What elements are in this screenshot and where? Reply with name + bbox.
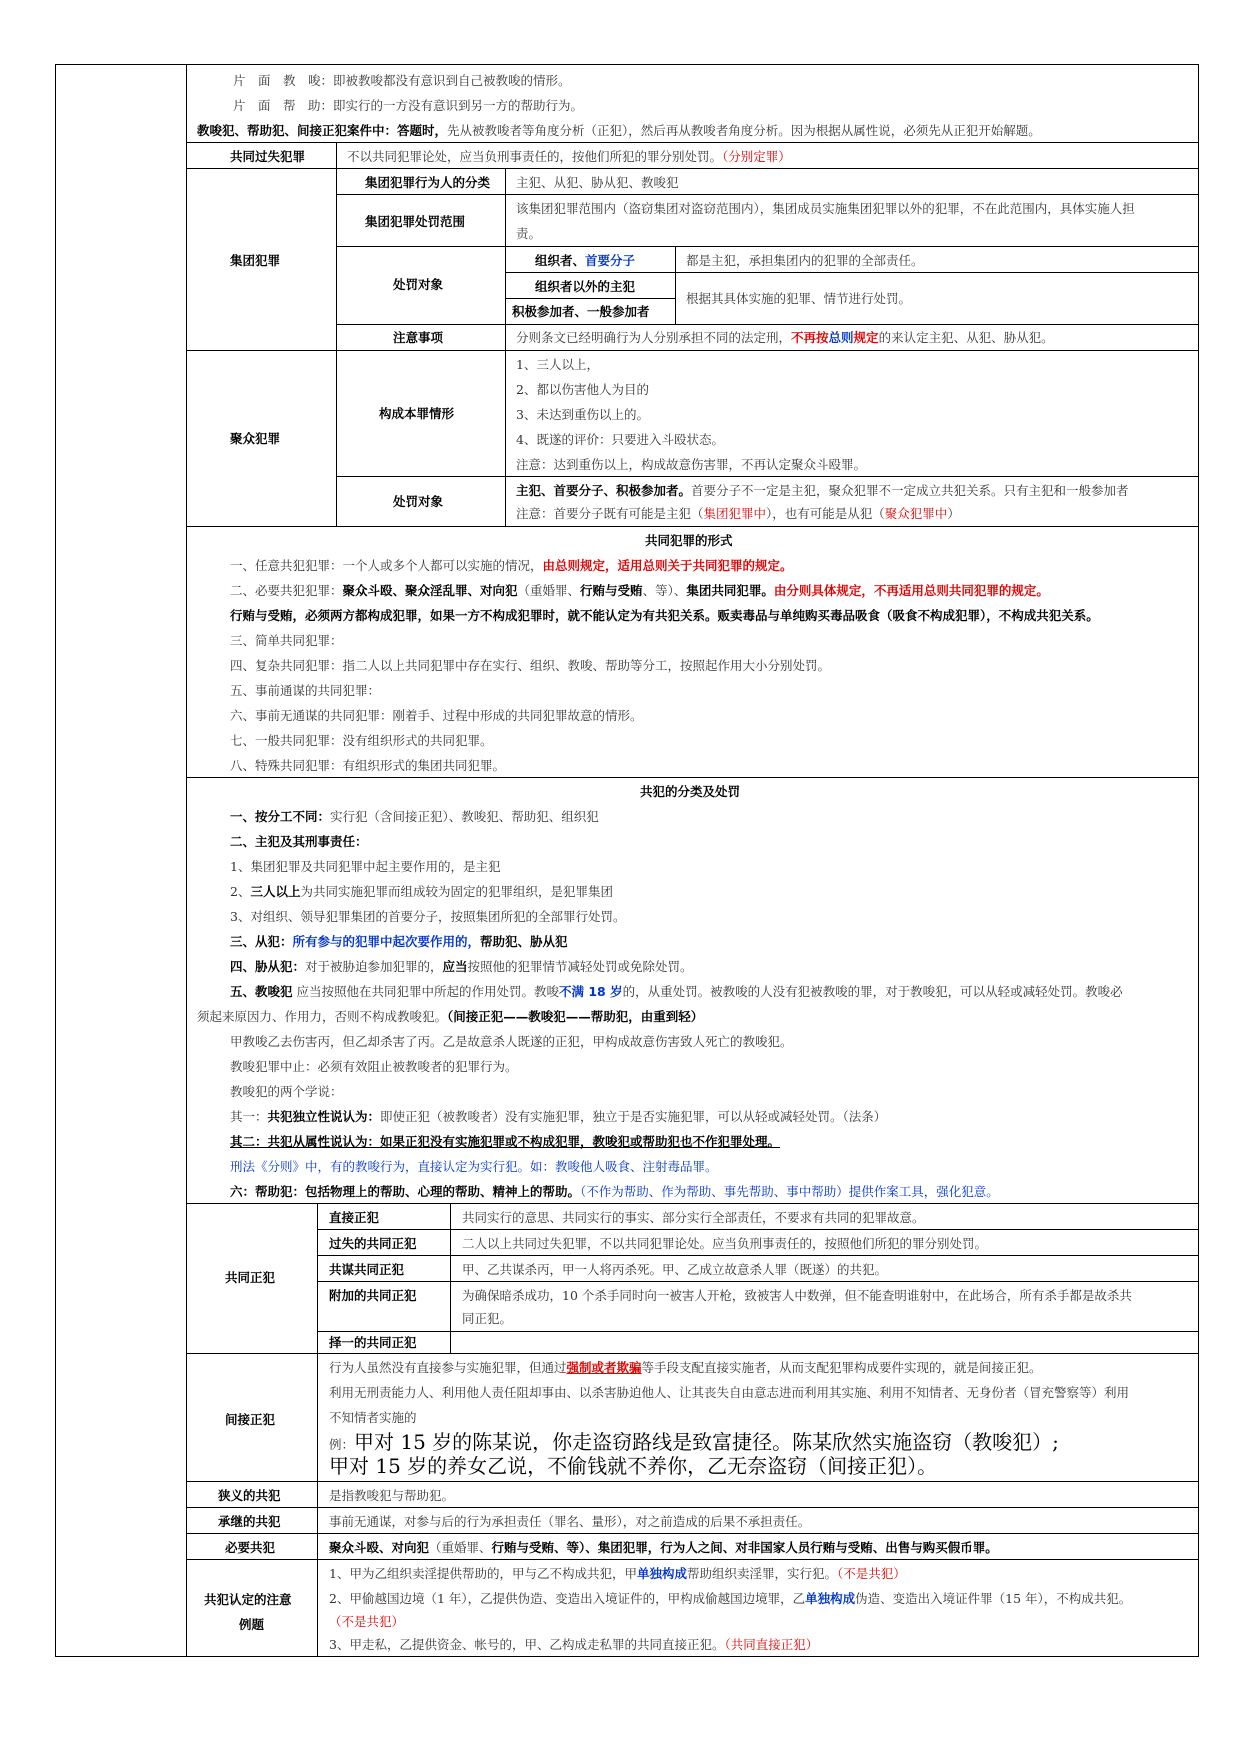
joint-k3: 附加的共同正犯 <box>329 1288 417 1303</box>
frame-left <box>55 64 56 1656</box>
top-line-3-rest: 先从被教唆者等角度分析（正犯），然后再从教唆者角度分析。因为根据从属性说，必须先从正犯开始解题。 <box>447 123 1041 138</box>
rule <box>186 1481 1198 1482</box>
classes-c1b: 实行犯（含间接正犯）、教唆犯、帮助犯、组织犯 <box>330 809 599 824</box>
classes-c8d: 的，从重处罚。被教唆的人没有犯被教唆的罪，对于教唆犯，可以从轻或减轻处罚。教唆必 <box>622 984 1123 999</box>
rule <box>336 142 337 168</box>
classes-c1a: 一、按分工不同： <box>230 809 331 824</box>
group-r3-tb: 根据其具体实施的犯罪、情节进行处罚。 <box>686 291 912 306</box>
forms-f7: 六、事前无通谋的共同犯罪：刚着手、过程中形成的共同犯罪故意的情形。 <box>230 708 643 723</box>
crowd-r1-label: 构成本罪情形 <box>379 406 455 421</box>
indirect-l5: 甲对 15 岁的养女乙说，不偷钱就不养你，乙无奈盗窃（间接正犯）。 <box>329 1454 938 1478</box>
rule <box>505 168 506 350</box>
rule <box>186 142 1198 143</box>
group-r3-c: 积极参加者、一般参加者 <box>512 304 650 319</box>
joint-v0: 共同实行的意思、共同实行的事实、部分实行全部责任，不要求有共同的犯罪故意。 <box>462 1210 925 1225</box>
notes-n3b: （共同直接正犯） <box>724 1637 819 1652</box>
rule <box>186 1203 1198 1204</box>
indirect-l3: 不知情者实施的 <box>329 1410 417 1425</box>
classes-c8c: 不满 18 岁 <box>559 984 623 999</box>
group-r3-a-1: 组织者、 <box>535 253 586 268</box>
classes-c9a: 须起来原因力、作用力，否则不构成教唆犯。 <box>197 1009 448 1024</box>
frame-top <box>55 64 1199 65</box>
rule <box>186 777 1198 778</box>
succ-text: 事前无通谋，对参与后的行为承担责任（罪名、量形），对之前造成的后果不承担责任。 <box>329 1514 811 1529</box>
crowd-r2-l1b: 首要分子不一定是主犯，聚众犯罪不一定成立共犯关系。只有主犯和一般参加者 <box>691 483 1129 498</box>
classes-c4b: 三人以上 <box>250 884 301 899</box>
crowd-r2-l1a: 主犯、首要分子、积极参加者。 <box>516 483 692 498</box>
classes-c13b: 共犯独立性说认为： <box>267 1109 381 1124</box>
forms-f6: 五、事前通谋的共同犯罪： <box>230 683 381 698</box>
succ-label: 承继的共犯 <box>218 1514 281 1529</box>
classes-c16b: 包括物理上的帮助、心理的帮助、精神上的帮助。 <box>305 1184 581 1199</box>
crowd-label: 聚众犯罪 <box>230 431 281 446</box>
forms-f5: 四、复杂共同犯罪：指二人以上共同犯罪中存在实行、组织、教唆、帮助等分工，按照起作用大小分别处罚。 <box>230 658 831 673</box>
indirect-l1 <box>329 1360 1042 1375</box>
top-line-2: 片 面 帮 助：即实行的一方没有意识到另一方的帮助行为。 <box>233 98 584 113</box>
crowd-r2-l2d: 聚众犯罪中 <box>884 506 948 521</box>
rule <box>336 476 1198 477</box>
crowd-r2-l2 <box>516 506 960 521</box>
joint-v3: 为确保暗杀成功，10 个杀手同时向一被害人开枪，致被害人中数弹，但不能查明谁射中，在此场合，所有杀手都是故杀共 <box>462 1288 1132 1303</box>
group-r3-b: 组织者以外的主犯 <box>535 279 636 294</box>
forms-f2f: 集团共同犯罪。 <box>686 583 774 598</box>
group-r4-t4: 规定 <box>853 330 879 345</box>
group-r4-t5: 的来认定主犯、从犯、胁从犯。 <box>878 330 1054 345</box>
classes-c7 <box>230 959 693 974</box>
classes-c16a: 六：帮助犯： <box>230 1184 306 1199</box>
classes-c4a: 2、 <box>230 884 251 899</box>
classes-c8 <box>230 984 1123 999</box>
classes-c16c: （不作为帮助、作为帮助、事先帮助、事中帮助）提供作案工具，强化犯意。 <box>580 1184 999 1199</box>
classes-c6c: 帮助犯、胁从犯 <box>480 934 568 949</box>
rule <box>317 1353 318 1656</box>
group-r1-text: 主犯、从犯、胁从犯、教唆犯 <box>516 175 679 190</box>
classes-c14: 其二：共犯从属性说认为：如果正犯没有实施犯罪或不构成犯罪，教唆犯或帮助犯也不作犯罪处理。 <box>230 1134 781 1149</box>
rule <box>186 1559 1198 1560</box>
classes-c8a: 五、教唆犯 <box>230 984 293 999</box>
indirect-l4 <box>329 1430 1059 1454</box>
forms-f8: 七、一般共同犯罪：没有组织形式的共同犯罪。 <box>230 733 493 748</box>
forms-f1a: 一、任意共犯犯罪：一个人或多个人都可以实施的情况， <box>230 558 543 573</box>
classes-c9b: （间接正犯——教唆犯——帮助犯，由重到轻） <box>447 1009 704 1024</box>
negligence-tag: （分别定罪） <box>722 149 791 164</box>
group-r4-t1: 分则条文已经明确行为人分别承担不同的法定刑， <box>516 330 792 345</box>
forms-f2b: 聚众斗殴、聚众淫乱罪、对向犯 <box>342 583 518 598</box>
rule <box>336 194 1198 195</box>
group-r4-label: 注意事项 <box>393 330 444 345</box>
joint-k2: 共谋共同正犯 <box>329 1262 405 1277</box>
rule <box>336 350 337 526</box>
rule <box>186 350 1198 351</box>
group-r1-label: 集团犯罪行为人的分类 <box>365 175 491 190</box>
forms-f2g: 由分则具体规定，不再适用总则共同犯罪的规定。 <box>773 583 1049 598</box>
top-line-3-lead: 教唆犯、帮助犯、间接正犯案件中：答题时， <box>197 123 448 138</box>
negligence-text-body: 不以共同犯罪论处，应当负刑事责任的，按他们所犯的罪分别处罚。 <box>347 149 723 164</box>
joint-v1: 二人以上共同过失犯罪，不以共同犯罪论处。应当负刑事责任的，按照他们所犯的罪分别处罚。 <box>462 1236 988 1251</box>
frame-bottom <box>55 1656 1199 1657</box>
classes-c8b: 应当按照他在共同犯罪中所起的作用处罚。教唆 <box>292 984 559 999</box>
classes-c4 <box>230 884 613 899</box>
notes-n1b: 单独构成 <box>636 1566 687 1581</box>
notes-n3a: 3、甲走私，乙提供资金、帐号的，甲、乙构成走私罪的共同直接正犯。 <box>329 1637 725 1652</box>
rule <box>317 1281 1198 1282</box>
notes-n2b: 单独构成 <box>805 1591 856 1606</box>
crowd-r2-l1 <box>516 483 1129 498</box>
nec-a: 聚众斗殴、对向犯 <box>329 1540 430 1555</box>
crowd-r1-i2: 3、未达到重伤以上的。 <box>516 407 649 422</box>
forms-f2e: 、等）、 <box>642 583 687 598</box>
group-r3-label: 处罚对象 <box>393 277 444 292</box>
group-label: 集团犯罪 <box>230 253 281 268</box>
classes-c13a: 其一： <box>230 1109 268 1124</box>
joint-k4: 择一的共同正犯 <box>329 1335 417 1350</box>
rule <box>186 1353 1198 1354</box>
notes-n3 <box>329 1637 818 1652</box>
forms-f2d: 行贿与受贿 <box>580 583 643 598</box>
rule <box>505 272 1198 273</box>
crowd-r2-l2a: 注意：首要分子既有可能是主犯（ <box>516 506 704 521</box>
group-r3-ta: 都是主犯，承担集团内的犯罪的全部责任。 <box>686 253 924 268</box>
indirect-l1a: 行为人虽然没有直接参与实施犯罪，但通过 <box>329 1360 567 1375</box>
classes-c6b: 所有参与的犯罪中起次要作用的， <box>292 934 481 949</box>
classes-c7d: 按照他的犯罪情节减轻处罚或免除处罚。 <box>467 959 693 974</box>
joint-k0: 直接正犯 <box>329 1210 380 1225</box>
notes-n1a: 1、甲为乙组织卖淫提供帮助的，甲与乙不构成共犯，甲 <box>329 1566 637 1581</box>
classes-c16 <box>230 1184 999 1199</box>
rule <box>505 298 675 299</box>
classes-c6a: 三、从犯： <box>230 934 293 949</box>
forms-f9: 八、特殊共同犯罪：有组织形式的集团共同犯罪。 <box>230 758 506 773</box>
indirect-l1b: 强制或者欺骗 <box>566 1360 642 1375</box>
indirect-l1c: 等手段支配直接实施者，从而支配犯罪构成要件实现的，就是间接正犯。 <box>641 1360 1042 1375</box>
joint-k1: 过失的共同正犯 <box>329 1236 417 1251</box>
narrow-label: 狭义的共犯 <box>218 1488 281 1503</box>
forms-f1 <box>230 558 793 573</box>
classes-c10: 甲教唆乙去伤害丙，但乙却杀害了丙。乙是故意杀人既遂的正犯，甲构成故意伤害致人死亡的教唆犯。 <box>230 1034 793 1049</box>
classes-c3: 1、集团犯罪及共同犯罪中起主要作用的，是主犯 <box>230 859 501 874</box>
top-line-1: 片 面 教 唆：即被教唆都没有意识到自己被教唆的情形。 <box>233 73 571 88</box>
narrow-text: 是指教唆犯与帮助犯。 <box>329 1488 455 1503</box>
group-r4-text <box>516 330 1054 345</box>
indirect-l4a: 例： <box>329 1437 355 1452</box>
negligence-label: 共同过失犯罪 <box>230 149 306 164</box>
forms-f4: 三、简单共同犯罪： <box>230 633 343 648</box>
classes-c7a: 四、胁从犯： <box>230 959 306 974</box>
forms-f2a: 二、必要共犯犯罪： <box>230 583 343 598</box>
rule <box>336 168 337 350</box>
notes-n1d: （不是共犯） <box>837 1566 906 1581</box>
top-line-3 <box>197 123 1041 138</box>
classes-c2: 二、主犯及其刑事责任： <box>230 834 368 849</box>
rule <box>336 246 1198 247</box>
rule <box>675 246 676 324</box>
rule <box>186 526 1198 527</box>
rule <box>186 1507 1198 1508</box>
classes-c13 <box>230 1109 886 1124</box>
group-r4-t3: 总则 <box>828 330 854 345</box>
notes-n1 <box>329 1566 906 1581</box>
rule <box>186 168 1198 169</box>
rule <box>336 324 1198 325</box>
nec-label: 必要共犯 <box>225 1540 276 1555</box>
indirect-l2: 利用无刑责能力人、利用他人责任阻却事由、以杀害胁迫他人、让其丧失自由意志进而利用其实施、利用不知情者、无身份者（冒充警察等）利用 <box>329 1385 1130 1400</box>
crowd-r2-l2b: 集团犯罪中 <box>703 506 767 521</box>
crowd-r2-l2e: ） <box>947 506 960 521</box>
rule <box>505 350 506 526</box>
classes-c1 <box>230 809 599 824</box>
forms-f2c: （重婚罪、 <box>517 583 581 598</box>
frame-col1 <box>186 64 187 1656</box>
notes-n1c: 帮助组织卖淫罪，实行犯。 <box>686 1566 837 1581</box>
classes-title: 共犯的分类及处罚 <box>640 784 741 799</box>
forms-f1b: 由总则规定，适用总则关于共同犯罪的规定。 <box>542 558 793 573</box>
crowd-r1-i4: 注意：达到重伤以上，构成故意伤害罪，不再认定聚众斗殴罪。 <box>516 457 867 472</box>
nec-c: 行贿与受贿、等）、集团犯罪，行为人之间、对非国家人员行贿与受贿、出售与购买假币罪。 <box>491 1540 998 1555</box>
rule <box>317 1331 1198 1332</box>
group-r4-t2: 不再按 <box>791 330 829 345</box>
classes-c9 <box>197 1009 703 1024</box>
crowd-r1-i3: 4、既遂的评价：只要进入斗殴状态。 <box>516 432 724 447</box>
forms-f2 <box>230 583 1049 598</box>
group-r3-a-2: 首要分子 <box>585 253 636 268</box>
group-r2-line2: 责。 <box>516 226 542 241</box>
nec-b: （重婚罪、 <box>429 1540 492 1555</box>
forms-f3: 行贿与受贿，必须两方都构成犯罪，如果一方不构成犯罪时，就不能认定为有共犯关系。贩卖毒品与单纯购买毒品吸食（吸食不构成犯罪），不构成共犯关系。 <box>230 608 1099 623</box>
indirect-label: 间接正犯 <box>225 1412 276 1427</box>
crowd-r1-i0: 1、三人以上， <box>516 357 599 372</box>
crowd-r2-label: 处罚对象 <box>393 494 444 509</box>
rule <box>317 1229 1198 1230</box>
notes-label-1: 共犯认定的注意 <box>204 1592 292 1607</box>
negligence-text <box>347 149 791 164</box>
group-r3-a <box>535 253 635 268</box>
group-r2-line1: 该集团犯罪范围内（盗窃集团对盗窃范围内），集团成员实施集团犯罪以外的犯罪，不在此范围内，具体实施人担 <box>516 201 1135 216</box>
classes-c15: 刑法《分则》中，有的教唆行为，直接认定为实行犯。如：教唆他人吸食、注射毒品罪。 <box>230 1159 718 1174</box>
classes-c7c: 应当 <box>442 959 468 974</box>
group-r2-label: 集团犯罪处罚范围 <box>365 214 466 229</box>
nec-text <box>329 1540 998 1555</box>
classes-c4c: 为共同实施犯罪而组成较为固定的犯罪组织，是犯罪集团 <box>300 884 613 899</box>
classes-c5: 3、对组织、领导犯罪集团的首要分子，按照集团所犯的全部罪行处罚。 <box>230 909 626 924</box>
frame-right <box>1198 64 1199 1656</box>
forms-title: 共同犯罪的形式 <box>645 533 733 548</box>
classes-c7b: 对于被胁迫参加犯罪的， <box>305 959 443 974</box>
joint-v3b: 同正犯。 <box>462 1311 513 1326</box>
classes-c13c: 即使正犯（被教唆者）没有实施犯罪，独立于是否实施犯罪，可以从轻或减轻处罚。（法条） <box>380 1109 887 1124</box>
notes-n2c: 伪造、变造出入境证件罪（15 年），不构成共犯。 <box>855 1591 1132 1606</box>
joint-v2: 甲、乙共谋杀丙，甲一人将丙杀死。甲、乙成立故意杀人罪（既遂）的共犯。 <box>462 1262 888 1277</box>
notes-n2 <box>329 1591 1131 1606</box>
notes-label-2: 例题 <box>239 1617 265 1632</box>
classes-c12: 教唆犯的两个学说： <box>230 1084 343 1099</box>
indirect-l4b: 甲对 15 岁的陈某说，你走盗窃路线是致富捷径。陈某欣然实施盗窃（教唆犯）; <box>354 1430 1059 1454</box>
notes-n2a: 2、甲偷越国边境（1 年），乙提供伪造、变造出入境证件的，甲构成偷越国边境罪，乙 <box>329 1591 806 1606</box>
rule <box>317 1255 1198 1256</box>
crowd-r2-l2c: ），也有可能是从犯（ <box>766 506 885 521</box>
classes-c11: 教唆犯罪中止：必须有效阻止被教唆者的犯罪行为。 <box>230 1059 518 1074</box>
rule <box>186 1533 1198 1534</box>
classes-c6 <box>230 934 568 949</box>
crowd-r1-i1: 2、都以伤害他人为目的 <box>516 382 649 397</box>
joint-label: 共同正犯 <box>225 1270 276 1285</box>
notes-n2d: （不是共犯） <box>329 1614 405 1629</box>
